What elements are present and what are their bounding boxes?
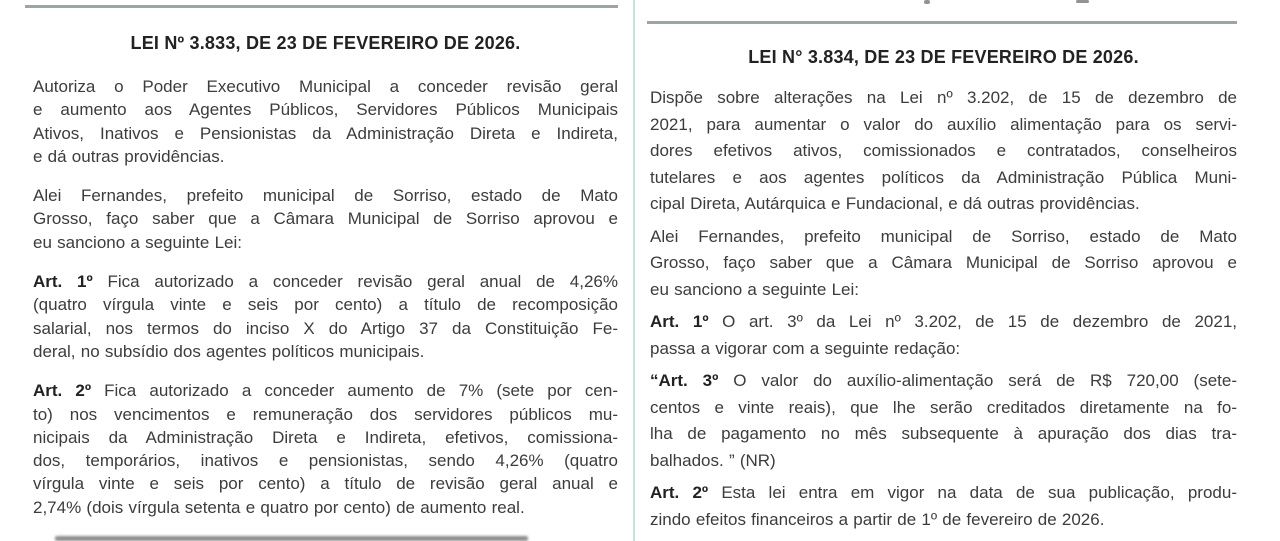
- text-line: cipal Direta, Autárquica e Fundacional, e dá outras providências.: [650, 194, 1140, 213]
- text-line: Art. 1º Fica autorizado a conceder revisão geral anual de 4,26%: [33, 272, 618, 292]
- column-divider: [633, 0, 635, 541]
- paragraph: [650, 368, 1237, 474]
- law-title-3834: LEI N° 3.834, DE 23 DE FEVEREIRO DE 2026.: [748, 47, 1139, 67]
- text-line: deral, no subsídio dos agentes políticos municipais.: [33, 341, 425, 361]
- paragraph: [33, 379, 618, 519]
- text-line: dos, temporários, inativos e pensionistas, sendo 4,26% (quatro: [33, 451, 618, 471]
- text-line: to) nos vencimentos e remuneração dos servidores públicos mu-: [33, 404, 618, 424]
- article-number: “Art. 3º: [650, 371, 719, 390]
- text-line: e dá outras providências.: [33, 146, 225, 166]
- text-line: 2021, para aumentar o valor do auxílio alimentação para os servi-: [650, 114, 1237, 134]
- text-line: e aumento aos Agentes Públicos, Servidores Públicos Municipais: [33, 100, 618, 120]
- text-line: balhados. ” (NR): [650, 450, 776, 470]
- paragraph: [650, 224, 1237, 304]
- text-line: Grosso, faço saber que a Câmara Municipal de Sorriso aprovou e: [33, 209, 618, 229]
- law-body: [650, 85, 1237, 539]
- text-line: eu sanciono a seguinte Lei:: [650, 279, 859, 299]
- text-line: Autoriza o Poder Executivo Municipal a conceder revisão geral: [33, 77, 618, 96]
- text-line: (quatro vírgula vinte e seis por cento) a título de recomposição: [33, 295, 618, 315]
- article-number: Art. 2º: [33, 381, 92, 401]
- paragraph: [650, 309, 1237, 362]
- text-line: salarial, nos termos do inciso X do Artigo 37 da Constituição Fe-: [33, 318, 618, 338]
- text-line: vírgula vinte e seis por cento) a título de revisão geral anual e: [33, 474, 618, 494]
- text-line: Art. 2º Fica autorizado a conceder aumento de 7% (sete por cen-: [33, 381, 618, 401]
- text-line: lha de pagamento no mês subsequente à apuração dos dias tra-: [650, 424, 1237, 443]
- text-line: zindo efeitos financeiros a partir de 1º de fevereiro de 2026.: [650, 509, 1105, 529]
- paragraph: [33, 270, 618, 363]
- text-line: Grosso, faço saber que a Câmara Municipal de Sorriso aprovou e: [650, 253, 1237, 272]
- text-line: centos e vinte reais), que lhe serão creditados diretamente na fo-: [650, 397, 1237, 417]
- text-line: nicipais da Administração Direta e Indireta, efetivos, comissiona-: [33, 427, 618, 447]
- paragraph: [650, 480, 1237, 533]
- text-line: Alei Fernandes, prefeito municipal de Sorriso, estado de Mato: [650, 226, 1237, 246]
- text-line: passa a vigorar com a seguinte redação:: [650, 338, 961, 358]
- text-line: Art. 1º O art. 3º da Lei nº 3.202, de 15 de dezembro de 2021,: [650, 312, 1237, 331]
- law-body: [33, 75, 618, 535]
- right-section-rule: [647, 21, 1237, 24]
- text-line: Alei Fernandes, prefeito municipal de Sorriso, estado de Mato: [33, 186, 618, 206]
- law-title-3833: LEI Nº 3.833, DE 23 DE FEVEREIRO DE 2026.: [130, 33, 521, 53]
- text-line: Ativos, Inativos e Pensionistas da Administração Direta e Indireta,: [33, 123, 618, 143]
- article-number: Art. 1º: [33, 272, 93, 292]
- text-line: Art. 2º Esta lei entra em vigor na data de sua publicação, produ-: [650, 483, 1237, 502]
- paragraph: [33, 75, 618, 168]
- article-number: Art. 2º: [650, 483, 709, 502]
- clipped-text-fragment: [1076, 0, 1089, 3]
- left-section-rule: [25, 5, 618, 8]
- paragraph: [650, 85, 1237, 218]
- text-line: dores efetivos ativos, comissionados e contratados, conselheiros: [650, 141, 1237, 160]
- text-line: eu sanciono a seguinte Lei:: [33, 232, 242, 252]
- clipped-text-fragment: [924, 0, 930, 4]
- paragraph: [33, 184, 618, 254]
- text-line: 2,74% (dois vírgula setenta e quatro por cento) de aumento real.: [33, 497, 525, 517]
- clipped-next-section-bar: [55, 536, 528, 541]
- article-number: Art. 1º: [650, 312, 709, 331]
- text-line: tutelares e aos agentes políticos da Administração Pública Muni-: [650, 167, 1237, 187]
- text-line: Dispõe sobre alterações na Lei nº 3.202, de 15 de dezembro de: [650, 88, 1237, 107]
- text-line: “Art. 3º O valor do auxílio-alimentação será de R$ 720,00 (sete-: [650, 371, 1237, 390]
